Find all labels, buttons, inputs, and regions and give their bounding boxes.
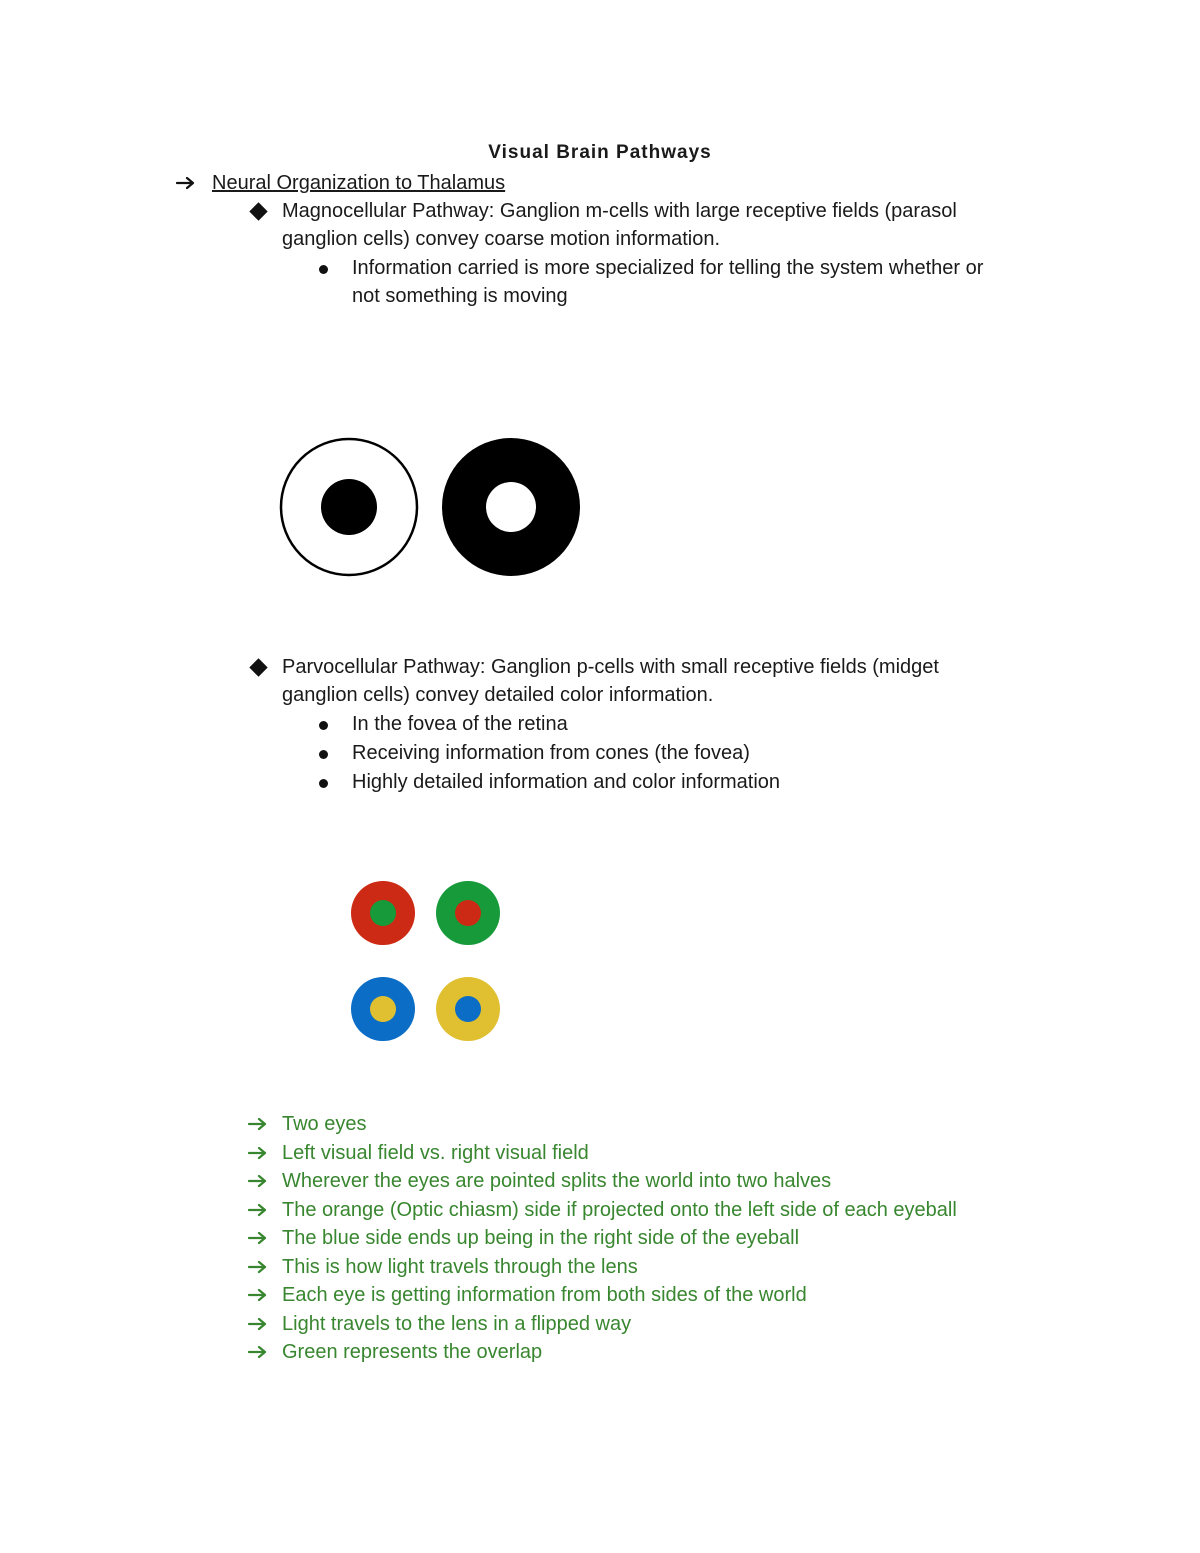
magno-receptive-fields-diagram (270, 430, 590, 590)
diamond-bullet-icon (249, 658, 267, 676)
parvo-line-2: ganglion cells) convey detailed color information. (282, 684, 714, 706)
on-center-spot (321, 479, 377, 535)
round-bullet-icon (319, 721, 328, 730)
green-arrow-icon (248, 1231, 268, 1245)
note-item: Each eye is getting information from both sides of the world (282, 1284, 807, 1306)
blue-center-spot (455, 996, 481, 1022)
magno-line-2: ganglion cells) convey coarse motion information. (282, 228, 720, 250)
off-center-spot (486, 482, 536, 532)
green-arrow-icon (248, 1117, 268, 1131)
page-title: Visual Brain Pathways (488, 142, 712, 163)
round-bullet-icon (319, 265, 328, 274)
note-item: Wherever the eyes are pointed splits the world into two halves (282, 1170, 832, 1192)
green-arrow-icon (248, 1317, 268, 1331)
parvo-sub-item: In the fovea of the retina (352, 713, 568, 735)
magno-sub-line-2: not something is moving (352, 285, 568, 307)
green-arrow-icon (248, 1174, 268, 1188)
parvo-color-fields-diagram (340, 870, 520, 1055)
green-arrow-icon (248, 1203, 268, 1217)
red-center-spot (455, 900, 481, 926)
yellow-center-spot (370, 996, 396, 1022)
magno-sub-line-1: Information carried is more specialized for telling the system whether or (352, 257, 984, 279)
green-arrow-icon (248, 1288, 268, 1302)
magno-line-1: Magnocellular Pathway: Ganglion m-cells with large receptive fields (parasol (282, 200, 957, 222)
note-item: Left visual field vs. right visual field (282, 1141, 589, 1164)
note-item: Two eyes (282, 1113, 367, 1135)
diamond-bullet-icon (249, 202, 267, 220)
green-arrow-icon (248, 1146, 268, 1160)
note-item: Green represents the overlap (282, 1341, 543, 1363)
note-item: The orange (Optic chiasm) side if projected onto the left side of each eyeball (282, 1198, 957, 1221)
note-item: This is how light travels through the lens (282, 1255, 638, 1278)
parvo-line-1: Parvocellular Pathway: Ganglion p-cells with small receptive fields (midget (282, 656, 939, 678)
section-heading: Neural Organization to Thalamus (212, 172, 506, 194)
green-center-spot (370, 900, 396, 926)
round-bullet-icon (319, 750, 328, 759)
note-item: The blue side ends up being in the right side of the eyeball (282, 1227, 800, 1249)
note-item: Light travels to the lens in a flipped way (282, 1312, 632, 1335)
arrow-right-icon (176, 176, 196, 190)
parvo-sub-item: Receiving information from cones (the fovea) (352, 742, 750, 764)
parvo-sub-item: Highly detailed information and color information (352, 771, 781, 793)
green-arrow-icon (248, 1345, 268, 1359)
green-arrow-icon (248, 1260, 268, 1274)
round-bullet-icon (319, 779, 328, 788)
